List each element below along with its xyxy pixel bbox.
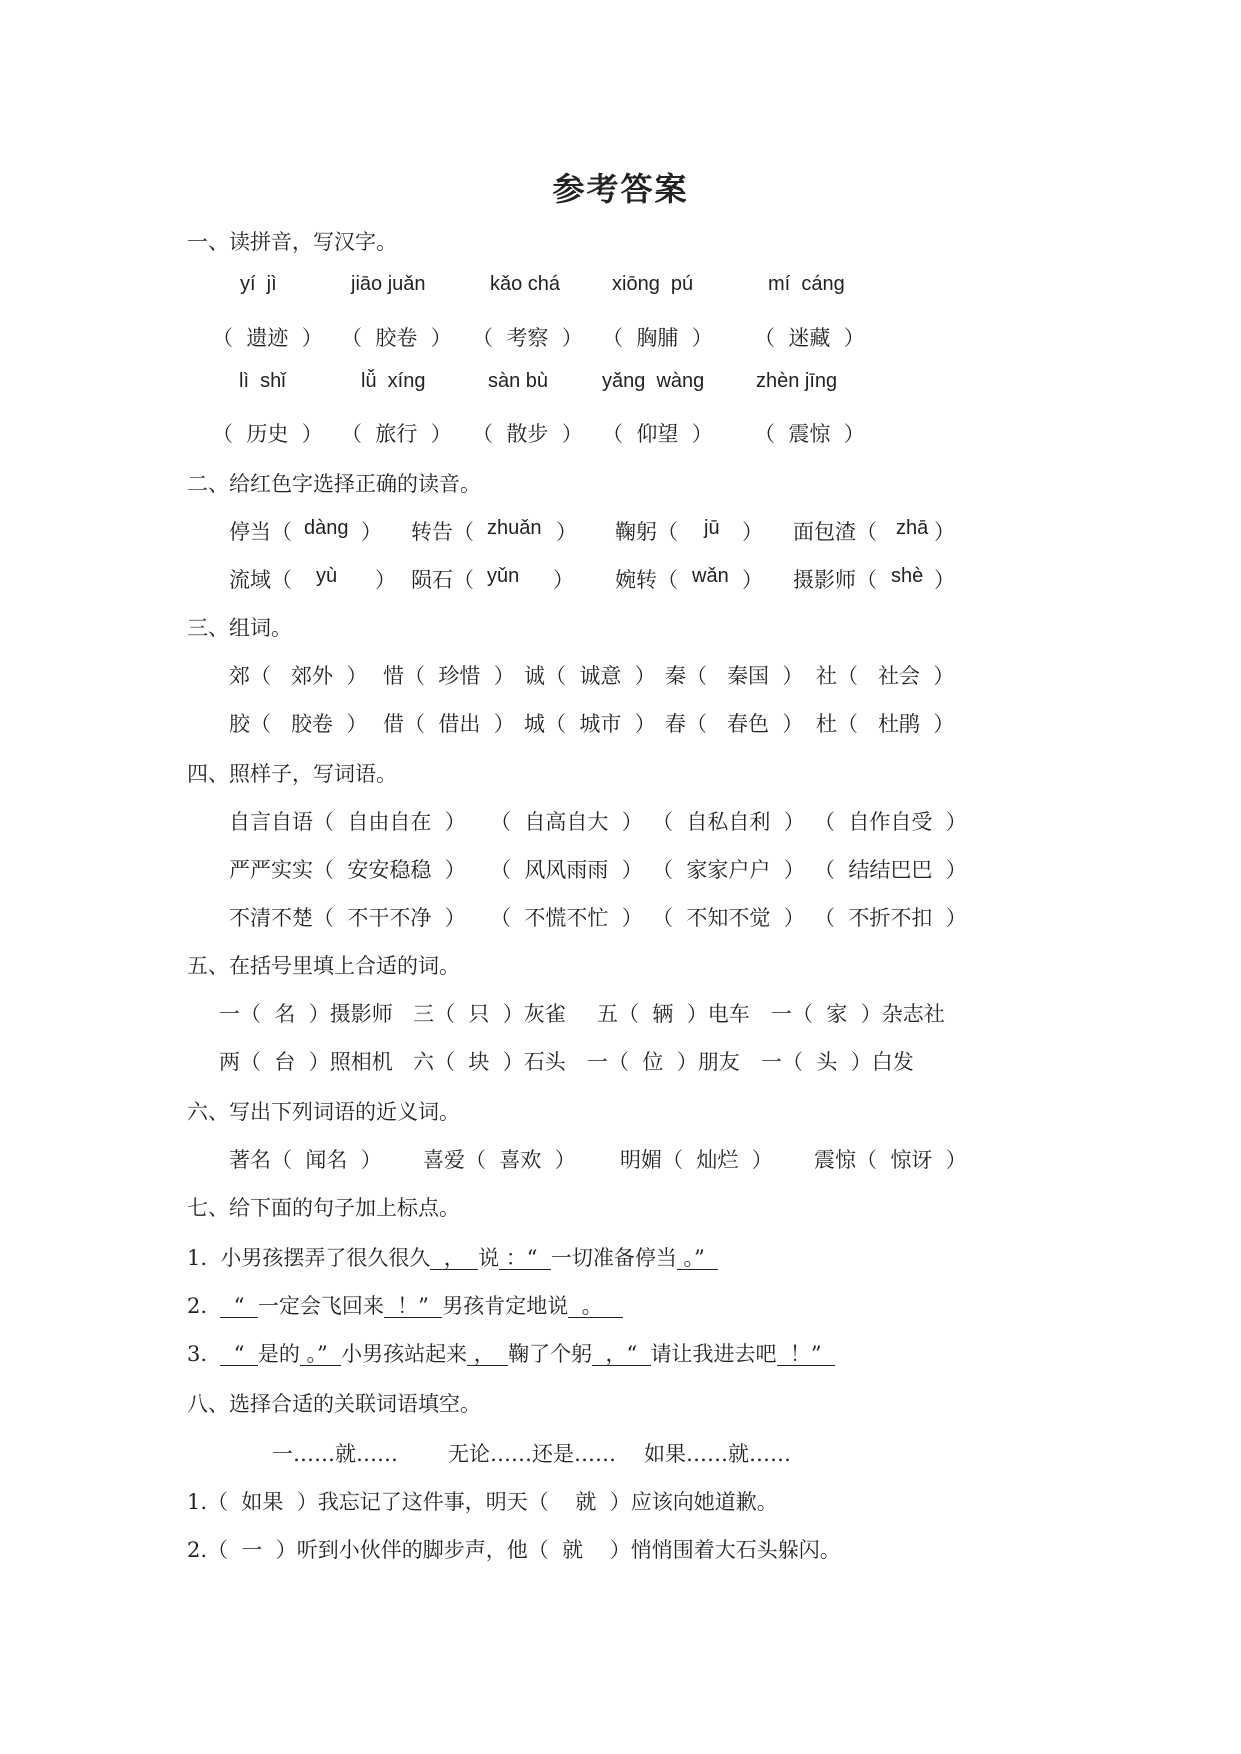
pinyin: yí jì xyxy=(240,273,277,295)
pinyin: lǚ xíng xyxy=(361,370,426,392)
punctuation-answer: “ xyxy=(220,1342,258,1366)
measure-word: 一（ 位 ）朋友 xyxy=(587,1050,740,1074)
idiom: （ 自作自受 ） xyxy=(814,810,967,834)
word-group: 城（ 城市 ） xyxy=(524,712,656,736)
pinyin-answer: jū xyxy=(704,517,720,539)
punctuation-answer: ：“ xyxy=(499,1246,551,1270)
word: 流域（ xyxy=(229,568,292,592)
sentence-text: 小男孩站起来 xyxy=(341,1342,468,1366)
word-group: 社（ 社会 ） xyxy=(816,664,955,688)
measure-word: 一（ 家 ）杂志社 xyxy=(771,1002,945,1026)
answer: （ 历史 ） xyxy=(212,422,323,446)
pinyin: yǎng wàng xyxy=(602,370,705,392)
section-3-heading: 三、组词。 xyxy=(187,616,292,640)
pinyin: kǎo chá xyxy=(490,273,561,295)
word: 陨石（ xyxy=(411,568,474,592)
pinyin-answer: zhā xyxy=(896,517,929,539)
idiom: （ 家家户户 ） xyxy=(652,858,805,882)
sentence-text: 2. xyxy=(187,1294,221,1318)
conjunction-question-2: 2.（ 一 ）听到小伙伴的脚步声，他（ 就 ）悄悄围着大石头躲闪。 xyxy=(187,1538,841,1562)
answer: （ 旅行 ） xyxy=(341,422,452,446)
punctuation-answer: 。 xyxy=(568,1294,623,1318)
pinyin: lì shǐ xyxy=(239,370,286,392)
conjunction-question-1: 1.（ 如果 ）我忘记了这件事，明天（ 就 ）应该向她道歉。 xyxy=(187,1490,778,1514)
pinyin: sàn bù xyxy=(488,370,549,392)
punctuation-sentence-1 xyxy=(187,1242,718,1272)
punctuation-sentence-2 xyxy=(187,1290,623,1320)
paren: ） xyxy=(934,568,955,592)
measure-word: 六（ 块 ）石头 xyxy=(413,1050,566,1074)
idiom: （ 结结巴巴 ） xyxy=(814,858,967,882)
answer: （ 遗迹 ） xyxy=(212,326,323,350)
punctuation-answer: 。” xyxy=(676,1246,719,1270)
measure-word: 一（ 头 ）白发 xyxy=(761,1050,914,1074)
synonym: 喜爱（ 喜欢 ） xyxy=(423,1148,576,1172)
word-group: 春（ 春色 ） xyxy=(665,712,804,736)
idiom: 自言自语（ 自由自在 ） xyxy=(229,810,466,834)
answer: （ 震惊 ） xyxy=(754,422,865,446)
conjunction-option: 无论……还是…… xyxy=(448,1442,616,1466)
sentence-text: 请让我进去吧 xyxy=(650,1342,777,1366)
word-group: 借（ 借出 ） xyxy=(383,712,515,736)
section-5-heading: 五、在括号里填上合适的词。 xyxy=(187,954,460,978)
paren: ） xyxy=(556,520,577,544)
pinyin: jiāo juǎn xyxy=(351,273,426,295)
sentence-text: 鞠了个躬 xyxy=(508,1342,593,1366)
answer: （ 仰望 ） xyxy=(602,422,713,446)
word-group: 杜（ 杜鹃 ） xyxy=(816,712,955,736)
pinyin-answer: yǔn xyxy=(487,565,520,587)
word-group: 胶（ 胶卷 ） xyxy=(229,712,368,736)
punctuation-answer: 。” xyxy=(299,1342,342,1366)
word: 婉转（ xyxy=(615,568,678,592)
answer: （ 迷藏 ） xyxy=(754,326,865,350)
sentence-text: 说 xyxy=(478,1246,500,1270)
word-group: 秦（ 秦国 ） xyxy=(665,664,804,688)
answer: （ 胸脯 ） xyxy=(602,326,713,350)
word-group: 郊（ 郊外 ） xyxy=(229,664,368,688)
section-4-heading: 四、照样子，写词语。 xyxy=(187,762,397,786)
section-8-heading: 八、选择合适的关联词语填空。 xyxy=(187,1392,481,1416)
idiom: （ 不折不扣 ） xyxy=(814,906,967,930)
measure-word: 三（ 只 ）灰雀 xyxy=(413,1002,566,1026)
sentence-text: 一定会飞回来 xyxy=(257,1294,384,1318)
idiom: （ 自高自大 ） xyxy=(490,810,643,834)
conjunction-option: 一……就…… xyxy=(272,1442,398,1466)
answer: （ 散步 ） xyxy=(472,422,583,446)
pinyin: mí cáng xyxy=(768,273,845,295)
section-1-heading: 一、读拼音，写汉字。 xyxy=(187,230,397,254)
paren: ） xyxy=(375,568,396,592)
synonym: 著名（ 闻名 ） xyxy=(229,1148,382,1172)
sentence-text: 男孩肯定地说 xyxy=(442,1294,569,1318)
word: 停当（ xyxy=(229,520,292,544)
word: 摄影师（ xyxy=(793,568,877,592)
sentence-text: 3. xyxy=(187,1342,221,1366)
conjunction-option: 如果……就…… xyxy=(644,1442,791,1466)
pinyin: xiōng pú xyxy=(612,273,694,295)
punctuation-answer: “ xyxy=(220,1294,258,1318)
paren: ） xyxy=(934,520,955,544)
idiom: （ 不知不觉 ） xyxy=(652,906,805,930)
section-2-heading: 二、给红色字选择正确的读音。 xyxy=(187,472,481,496)
punctuation-answer: ，“ xyxy=(592,1342,651,1366)
idiom: 严严实实（ 安安稳稳 ） xyxy=(229,858,466,882)
word-group: 惜（ 珍惜 ） xyxy=(383,664,515,688)
sentence-text: 是的 xyxy=(257,1342,300,1366)
measure-word: 两（ 台 ）照相机 xyxy=(219,1050,393,1074)
pinyin-answer: zhuǎn xyxy=(487,517,542,539)
section-7-heading: 七、给下面的句子加上标点。 xyxy=(187,1196,460,1220)
punctuation-answer: ！” xyxy=(776,1342,835,1366)
paren: ） xyxy=(361,520,382,544)
punctuation-sentence-3 xyxy=(187,1338,835,1368)
section-6-heading: 六、写出下列词语的近义词。 xyxy=(187,1100,460,1124)
synonym: 震惊（ 惊讶 ） xyxy=(814,1148,967,1172)
idiom: 不清不楚（ 不干不净 ） xyxy=(229,906,466,930)
punctuation-answer: ！” xyxy=(383,1294,443,1318)
sentence-text: 1. 小男孩摆弄了很久很久 xyxy=(187,1246,431,1270)
word: 鞠躬（ xyxy=(615,520,678,544)
sentence-text: 一切准备停当 xyxy=(550,1246,677,1270)
paren: ） xyxy=(742,520,763,544)
paren: ） xyxy=(553,568,574,592)
measure-word: 五（ 辆 ）电车 xyxy=(597,1002,750,1026)
idiom: （ 风风雨雨 ） xyxy=(490,858,643,882)
answer: （ 考察 ） xyxy=(472,326,583,350)
word: 面包渣（ xyxy=(793,520,877,544)
pinyin-answer: dàng xyxy=(304,517,349,539)
punctuation-answer: ， xyxy=(467,1342,509,1366)
page-title: 参考答案 xyxy=(552,170,689,208)
synonym: 明媚（ 灿烂 ） xyxy=(620,1148,773,1172)
measure-word: 一（ 名 ）摄影师 xyxy=(219,1002,393,1026)
pinyin-answer: wǎn xyxy=(692,565,729,587)
pinyin-answer: shè xyxy=(891,565,924,587)
pinyin: zhèn jīng xyxy=(756,370,838,392)
answer: （ 胶卷 ） xyxy=(341,326,452,350)
word: 转告（ xyxy=(411,520,474,544)
pinyin-answer: yù xyxy=(316,565,338,587)
word-group: 诚（ 诚意 ） xyxy=(524,664,656,688)
punctuation-answer: ， xyxy=(430,1246,479,1270)
idiom: （ 不慌不忙 ） xyxy=(490,906,643,930)
idiom: （ 自私自利 ） xyxy=(652,810,805,834)
paren: ） xyxy=(742,568,763,592)
